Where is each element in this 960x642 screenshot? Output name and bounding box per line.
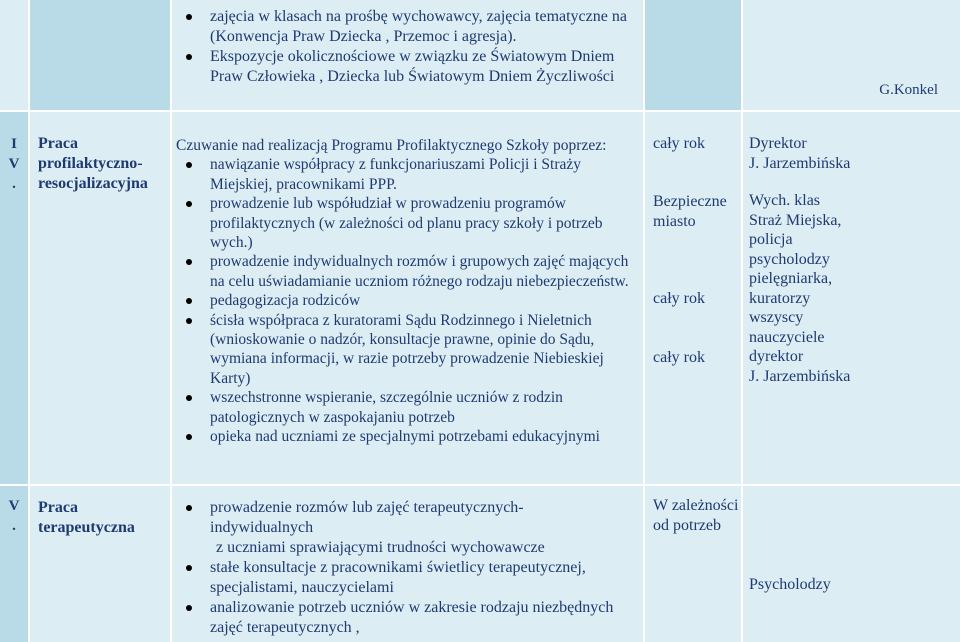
row5-activity-list xyxy=(176,498,639,538)
list-item: nawiązanie współpracy z funkcjonariuszami Policji i Straży Miejskiej, pracownikami PPP. xyxy=(176,155,639,194)
top-responsible-cell xyxy=(743,0,960,110)
responsible-entry: J. Jarzembińska xyxy=(749,367,851,385)
list-item: zajęcia w klasach na prośbę wychowawcy, zajęcia tematyczne na (Konwencja Praw Dziecka , Przemoc i agresja). xyxy=(176,7,637,47)
responsible-entry: J. Jarzembińska xyxy=(749,154,851,172)
row5-number-char: V xyxy=(8,498,20,514)
list-item: stałe konsultacje z pracownikami świetlicy terapeutycznej, specjalistami, nauczycielami xyxy=(176,558,639,598)
row4-number-char: I xyxy=(11,136,17,152)
row4-activity-list xyxy=(176,155,639,446)
row5-number-char: . xyxy=(12,518,16,534)
list-item: Ekspozycje okolicznościowe w związku ze Światowym Dniem Praw Człowieka , Dziecka lub Światowym Dniem Życzliwości xyxy=(176,47,637,87)
responsible-entry: wszyscy nauczyciele xyxy=(749,309,825,346)
row5-responsible: Psycholodzy xyxy=(749,576,831,593)
list-item: prowadzenie lub współudział w prowadzeniu programów profilaktycznych (w zależności od planu pracy szkoły i potrzeb wych.) xyxy=(176,194,639,252)
row4-term: cały rok xyxy=(653,349,705,366)
row4-area-title: Praca profilaktyczno-resocjalizacyjna xyxy=(38,135,148,192)
row5-content-cell xyxy=(172,486,643,642)
top-left-cell xyxy=(0,0,28,110)
row4-number-cell xyxy=(0,112,28,484)
row4-term: cały rok xyxy=(653,135,705,152)
row4-number-char: . xyxy=(12,176,16,192)
row4-term: Bezpieczne miasto xyxy=(653,193,727,230)
row4-content-cell xyxy=(172,112,643,484)
top-activity-list xyxy=(176,7,637,87)
responsible-entry: dyrektor xyxy=(749,348,804,365)
row5-area-cell xyxy=(30,486,170,642)
row5-area-title: Praca terapeutyczna xyxy=(38,499,135,536)
row5-term-cell xyxy=(645,486,741,642)
responsible-entry: pielęgniarka, kuratorzy xyxy=(749,270,833,307)
list-item: ścisła współpraca z kuratorami Sądu Rodzinnego i Nieletnich (wnioskowanie o nadzór, konsultacje prawne, opinie do Sądu, wymiana informacji, w razie potrzeby prowadzenie Niebieskiej Karty) xyxy=(176,311,639,389)
row4-responsible-cell xyxy=(743,112,960,484)
list-item xyxy=(176,498,639,538)
list-item: prowadzenie indywidualnych rozmów i grupowych zajęć mających na celu uświadamianie uczniom różnego rodzaju niebezpieczeństw. xyxy=(176,252,639,291)
responsible-entry: Dyrektor xyxy=(749,135,807,152)
row4-intro: Czuwanie nad realizacją Programu Profilaktycznego Szkoły poprzez: xyxy=(176,137,607,154)
row4-term-cell xyxy=(645,112,741,484)
top-content-cell xyxy=(172,0,643,110)
row5-number-cell xyxy=(0,486,28,642)
list-item-continuation: z uczniami sprawiającymi trudności wychowawcze xyxy=(216,539,545,556)
list-item: pedagogizacja rodziców xyxy=(176,291,639,310)
list-item: opieka nad uczniami ze specjalnymi potrzebami edukacyjnymi xyxy=(176,427,639,446)
row5-responsible-cell xyxy=(743,486,960,642)
top-area-cell xyxy=(30,0,170,110)
row5-activity-list-cont xyxy=(176,558,639,638)
responsible-entry: Wych. klas xyxy=(749,192,821,209)
row5-term: W zależności od potrzeb xyxy=(653,497,739,534)
author-signature: G.Konkel xyxy=(879,82,938,98)
top-term-cell xyxy=(645,0,741,110)
row4-term: cały rok xyxy=(653,290,705,307)
row4-number-char: V xyxy=(8,156,20,172)
list-item: wszechstronne wspieranie, szczególnie uczniów z rodzin patologicznych w zaspokajaniu potrzeb xyxy=(176,388,639,427)
row4-area-cell xyxy=(30,112,170,484)
responsible-entry: Straż Miejska, policja xyxy=(749,211,842,248)
list-item: analizowanie potrzeb uczniów w zakresie rodzaju niezbędnych zajęć terapeutycznych , xyxy=(176,598,639,638)
list-item-text: prowadzenie rozmów lub zajęć terapeutycznych- indywidualnych xyxy=(210,499,524,536)
responsible-entry: psycholodzy xyxy=(749,250,830,268)
